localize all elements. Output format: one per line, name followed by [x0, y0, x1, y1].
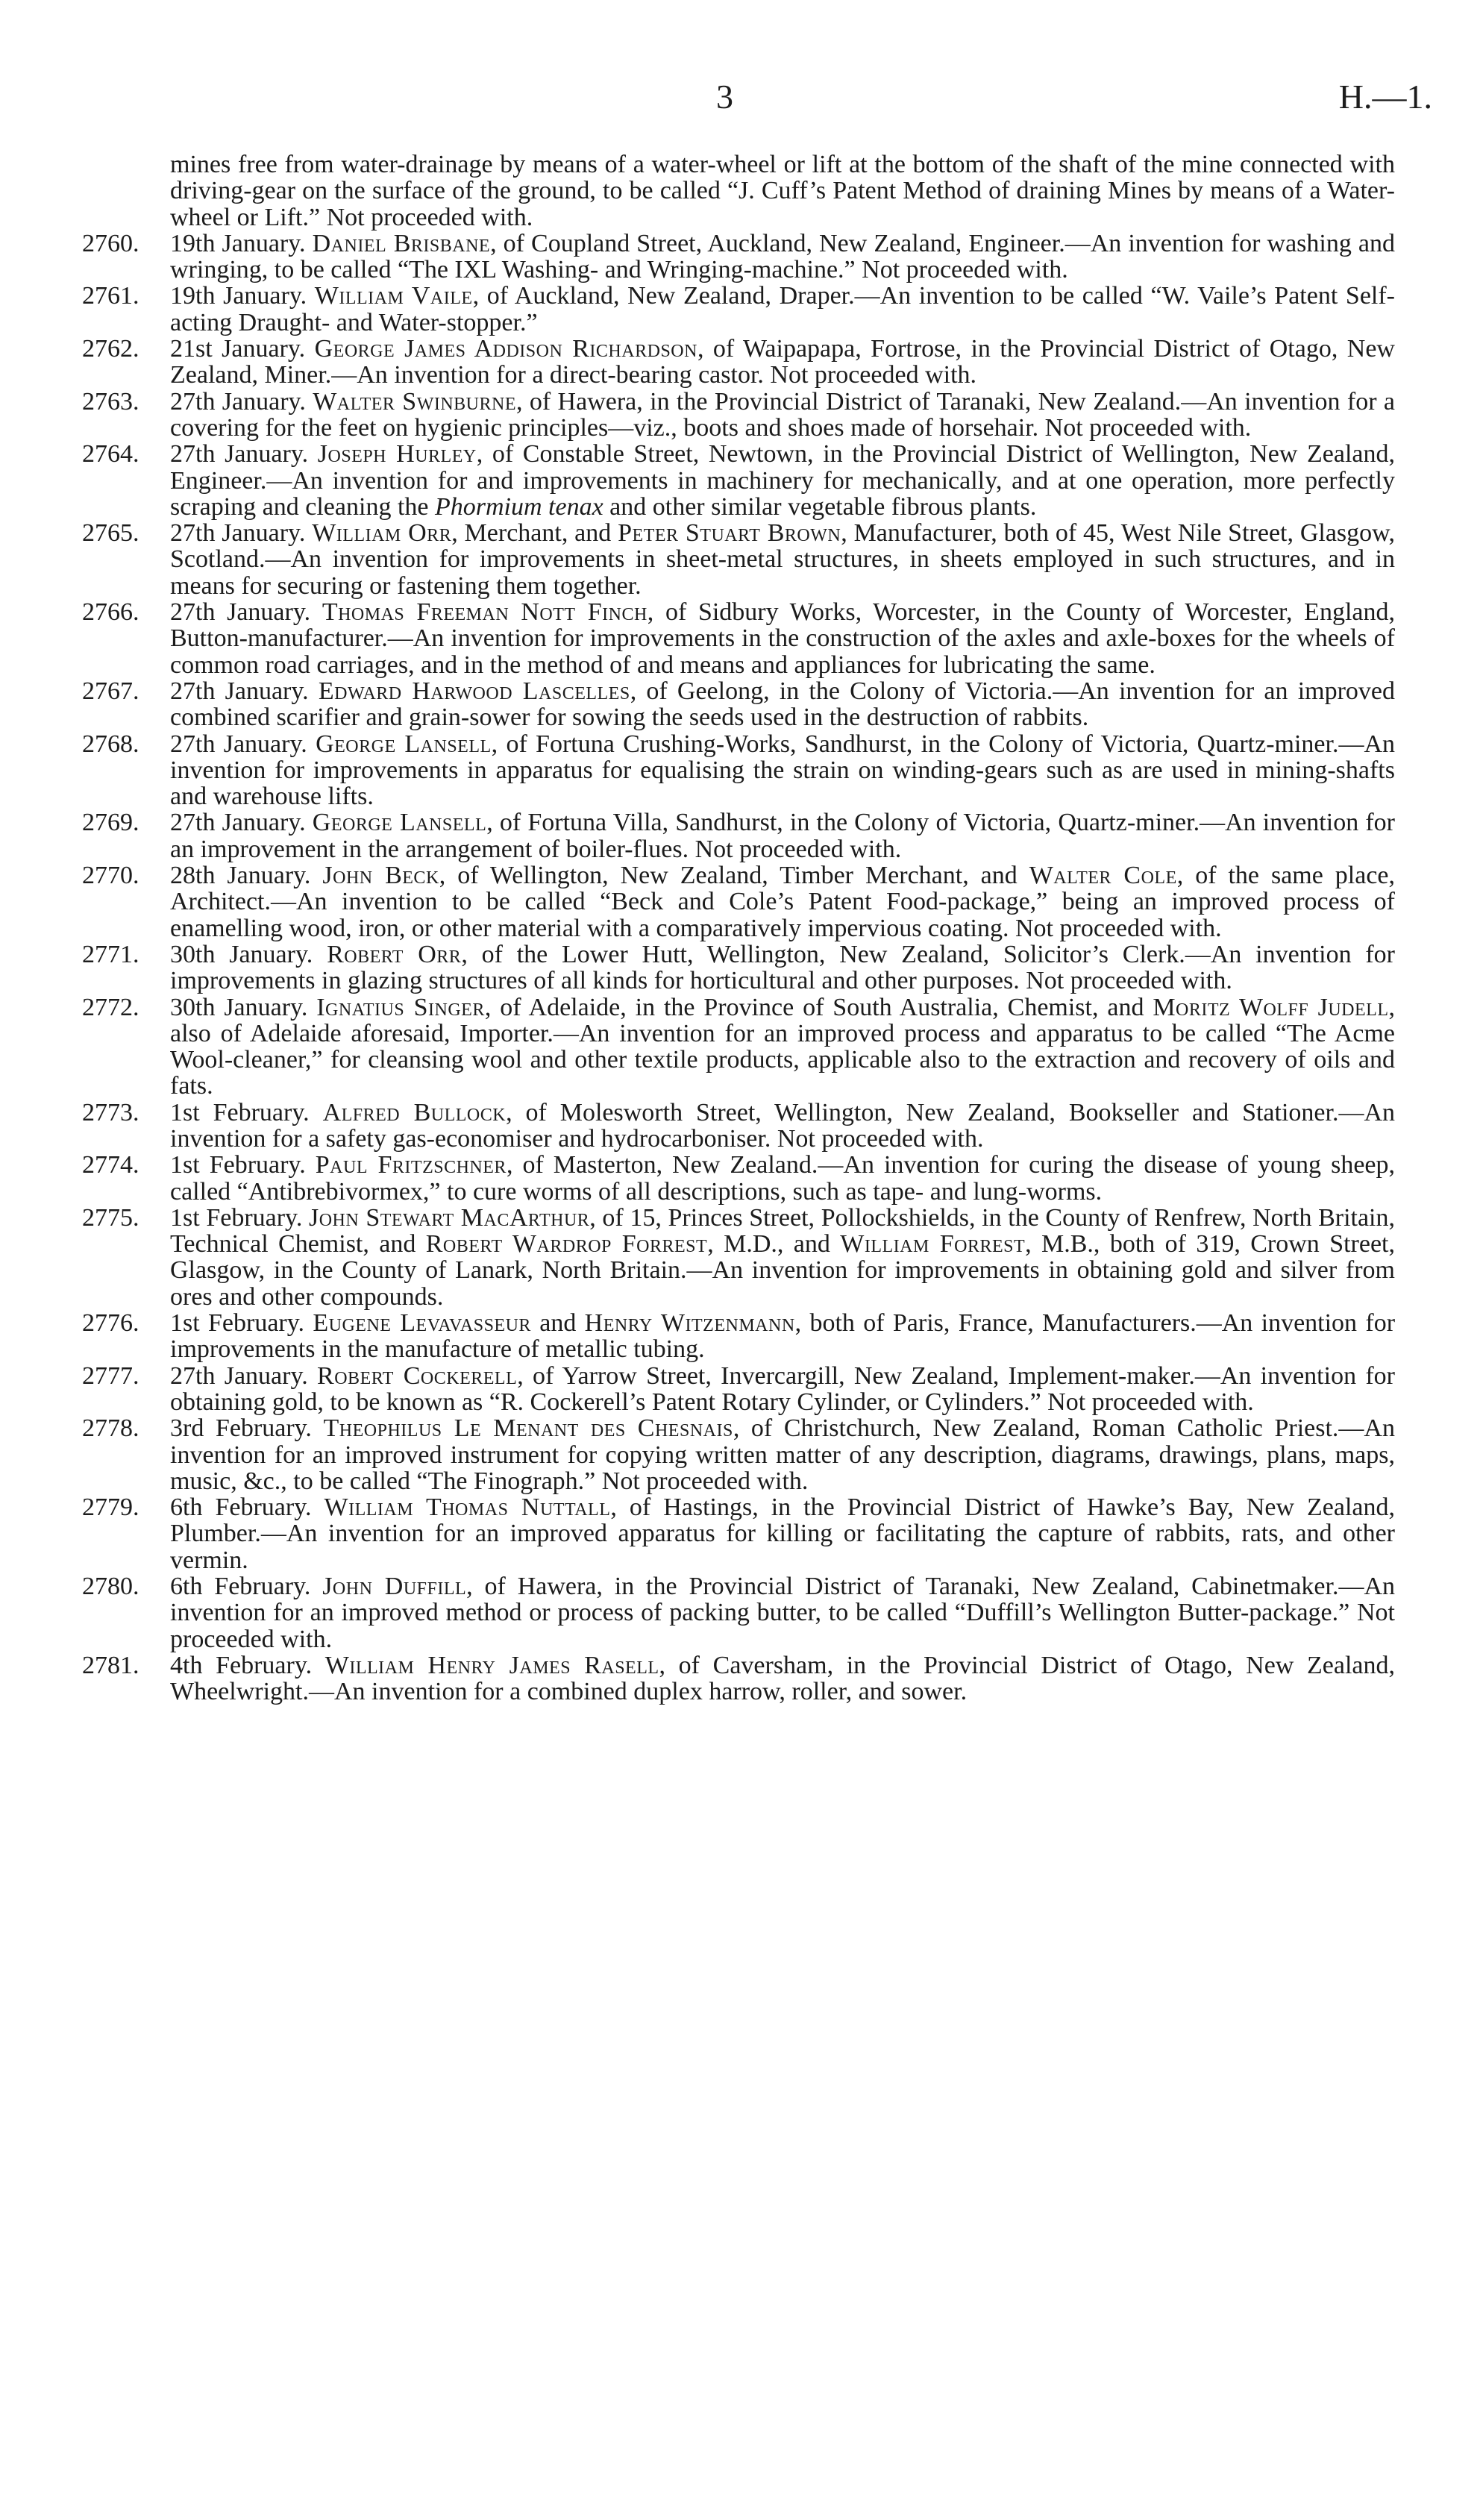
- applicant-name: John Stewart MacArthur: [308, 1203, 590, 1232]
- entry-date: 19th January.: [170, 229, 306, 257]
- entry-description: , of Constable Street, Newtown, in the Provincial District of Wellington, New Zealand, Engineer.—An invention for and improvements in machinery for mechanically, and at one operation, more perfectly scraping and cleaning the: [170, 440, 1396, 521]
- entry-number: 2760.: [82, 229, 139, 257]
- patent-entry: [82, 1100, 1395, 1153]
- entry-number: 2779.: [82, 1493, 139, 1522]
- entry-description: , of 15, Princes Street, Pollockshields, in the County of Renfrew, North Britain, Technical Chemist, and: [170, 1203, 1396, 1259]
- patent-entry: [82, 994, 1395, 1100]
- continued-entry-text: mines free from water-drainage by means of a water-wheel or lift at the bottom of the shaft of the mine connected with driving-gear on the surface of the ground, to be called “J. Cuff’s Patent Method of draining Mines by means of a Water-wheel or Lift.” Not proceeded with.: [170, 151, 1395, 231]
- applicant-name: Joseph Hurley: [317, 440, 477, 468]
- patent-entry: [82, 599, 1395, 678]
- species-name: Phormium tenax: [434, 492, 603, 521]
- entry-number: 2763.: [82, 387, 139, 416]
- patent-entry: [82, 1573, 1395, 1652]
- entry-date: 3rd February.: [170, 1414, 312, 1443]
- entry-number: 2768.: [82, 730, 139, 758]
- patent-entry: [82, 1494, 1395, 1573]
- entry-description: , Manufacturer, both of 45, West Nile Street, Glasgow, Scotland.—An invention for improvements in sheet-metal structures, in sheets employed in such structures, and in means for securing or fastening them together.: [170, 519, 1396, 600]
- entry-date: 27th January.: [170, 519, 306, 548]
- entry-date: 27th January.: [170, 677, 309, 705]
- entry-description: , of Yarrow Street, Invercargill, New Zealand, Implement-maker.—An invention for obtaining gold, to be known as “R. Cockerell’s Patent Rotary Cylinder, or Cylinders.” Not proceeded with.: [170, 1361, 1395, 1416]
- entry-number: 2765.: [82, 519, 139, 548]
- entry-date: 19th January.: [170, 282, 307, 310]
- entry-description: , M.D., and: [707, 1230, 841, 1259]
- entry-date: 1st February.: [170, 1151, 306, 1179]
- entry-number: 2766.: [82, 598, 139, 627]
- applicant-name: Moritz Wolff Judell: [1153, 993, 1389, 1021]
- entry-number: 2769.: [82, 809, 139, 837]
- entry-description: , both of Paris, France, Manufacturers.—An invention for improvements in the manufacture of metallic tubing.: [170, 1309, 1396, 1364]
- applicant-name: John Beck: [322, 862, 439, 890]
- applicant-name: Henry Witzenmann: [584, 1309, 795, 1338]
- patent-entry: [82, 1363, 1395, 1416]
- patent-entry: [82, 678, 1395, 731]
- applicant-name: Robert Wardrop Forrest: [425, 1230, 708, 1259]
- patent-entry: [82, 731, 1395, 810]
- entry-description: , of Auckland, New Zealand, Draper.—An invention to be called “W. Vaile’s Patent Self-acting Draught- and Water-stopper.”: [170, 282, 1396, 336]
- entry-date: 27th January.: [170, 440, 309, 468]
- entry-number: 2776.: [82, 1309, 139, 1338]
- applicant-name: William Henry James Rasell: [324, 1651, 659, 1679]
- applicant-name: Eugene Levavasseur: [313, 1309, 531, 1338]
- patent-entry: [82, 1152, 1395, 1205]
- entry-number: 2764.: [82, 440, 139, 468]
- applicant-name: Alfred Bullock: [322, 1098, 507, 1126]
- patent-entry: [82, 1310, 1395, 1363]
- patent-list: [82, 151, 1395, 1705]
- patent-entry: [82, 389, 1395, 442]
- patent-entry: [82, 809, 1395, 862]
- entry-date: 27th January.: [170, 387, 306, 416]
- entry-description: , of Wellington, New Zealand, Timber Merchant, and: [439, 862, 1029, 890]
- entry-description: , Merchant, and: [451, 519, 618, 548]
- entry-date: 1st February.: [170, 1098, 310, 1126]
- applicant-name: George Lansell: [312, 809, 487, 837]
- entry-date: 4th February.: [170, 1651, 313, 1679]
- applicant-name: George James Addison Richardson: [314, 335, 697, 363]
- entry-date: 6th February.: [170, 1573, 311, 1601]
- entry-description: , of Coupland Street, Auckland, New Zealand, Engineer.—An invention for washing and wringing, to be called “The IXL Washing- and Wringing-machine.” Not proceeded with.: [170, 229, 1396, 284]
- entry-description: and other similar vegetable fibrous plants.: [603, 492, 1037, 521]
- entry-description: , of Hawera, in the Provincial District of Taranaki, New Zealand.—An invention for a covering for the feet on hygienic principles—viz., boots and shoes made of horsehair. Not proceeded with.: [170, 387, 1396, 442]
- entry-number: 2773.: [82, 1098, 139, 1126]
- entry-date: 30th January.: [170, 940, 313, 968]
- entry-date: 27th January.: [170, 809, 306, 837]
- patent-entry: [82, 1652, 1395, 1705]
- applicant-name: Paul Fritzschner: [315, 1151, 507, 1179]
- entry-number: 2762.: [82, 335, 139, 363]
- entry-description: , of the Lower Hutt, Wellington, New Zealand, Solicitor’s Clerk.—An invention for improvements in glazing structures of all kinds for horticultural and other purposes. Not proceeded with.: [170, 940, 1396, 995]
- applicant-name: Theophilus Le Menant des Chesnais: [323, 1414, 733, 1443]
- applicant-name: Walter Swinburne: [313, 387, 517, 416]
- applicant-name: Peter Stuart Brown: [618, 519, 841, 548]
- applicant-name: Walter Cole: [1029, 862, 1177, 890]
- entry-description: , of Molesworth Street, Wellington, New Zealand, Bookseller and Stationer.—An invention for a safety gas-economiser and hydrocarboniser. Not proceeded with.: [170, 1098, 1396, 1153]
- entry-number: 2780.: [82, 1573, 139, 1601]
- applicant-name: Thomas Freeman Nott Finch: [322, 598, 648, 627]
- entry-number: 2771.: [82, 940, 139, 968]
- entry-description: , also of Adelaide aforesaid, Importer.—An invention for an improved process and apparatus to be called “The Acme Wool-cleaner,” for cleansing wool and other textile products, applicable also to the extraction and recovery of oils and fats.: [170, 993, 1395, 1100]
- entry-number: 2761.: [82, 282, 139, 310]
- entry-description: , of Fortuna Crushing-Works, Sandhurst, in the Colony of Victoria, Quartz-miner.—An invention for improvements in apparatus for equalising the strain on winding-gears such as are used in mining-shafts and warehouse lifts.: [170, 730, 1395, 811]
- applicant-name: William Orr: [312, 519, 452, 548]
- entry-description: , of Waipapapa, Fortrose, in the Provincial District of Otago, New Zealand, Miner.—An invention for a direct-bearing castor. Not proceeded with.: [170, 335, 1395, 389]
- entry-date: 27th January.: [170, 730, 307, 758]
- applicant-name: Edward Harwood Lascelles: [318, 677, 630, 705]
- applicant-name: Robert Orr: [327, 940, 462, 968]
- entry-description: , of Hastings, in the Provincial District of Hawke’s Bay, New Zealand, Plumber.—An invention for an improved apparatus for killing or facilitating the capture of rabbits, rats, and other vermin.: [170, 1493, 1396, 1574]
- patent-entry: [82, 1415, 1395, 1494]
- patent-entry: [82, 441, 1395, 520]
- entry-date: 27th January.: [170, 598, 311, 627]
- entry-number: 2770.: [82, 862, 139, 890]
- applicant-name: Daniel Brisbane: [312, 229, 491, 257]
- entry-description: , of the same place, Architect.—An invention to be called “Beck and Cole’s Patent Food-package,” being an improved process of enamelling wood, iron, or other material with a comparatively impervious coating. Not proceeded with.: [170, 862, 1396, 942]
- entry-description: , of Adelaide, in the Province of South Australia, Chemist, and: [484, 993, 1153, 1021]
- entry-description: , of Geelong, in the Colony of Victoria.—An invention for an improved combined scarifier and grain-sower for sowing the seeds used in the destruction of rabbits.: [170, 677, 1395, 732]
- page-number: 3: [716, 78, 733, 116]
- entry-description: , of Christchurch, New Zealand, Roman Catholic Priest.—An invention for an improved instrument for copying written matter of any description, diagrams, drawings, plans, maps, music, &c., to be called “The Finograph.” Not proceeded with.: [170, 1414, 1395, 1495]
- entry-number: 2767.: [82, 677, 139, 705]
- entry-number: 2778.: [82, 1414, 139, 1443]
- entry-number: 2777.: [82, 1361, 139, 1390]
- patent-entry: [82, 283, 1395, 336]
- applicant-name: William Thomas Nuttall: [324, 1493, 611, 1522]
- entry-description: , of Fortuna Villa, Sandhurst, in the Colony of Victoria, Quartz-miner.—An invention for an improvement in the arrangement of boiler-flues. Not proceeded with.: [170, 809, 1395, 863]
- patent-entry: [82, 520, 1395, 599]
- entry-number: 2774.: [82, 1151, 139, 1179]
- entry-description: , of Hawera, in the Provincial District of Taranaki, New Zealand, Cabinetmaker.—An invention for an improved method or process of packing butter, to be called “Duffill’s Wellington Butter-package.” Not proceeded with.: [170, 1573, 1396, 1653]
- entry-description: , of Masterton, New Zealand.—An invention for curing the disease of young sheep, called “Antibrebivormex,” to cure worms of all descriptions, such as tape- and lung-worms.: [170, 1151, 1395, 1206]
- entry-date: 21st January.: [170, 335, 306, 363]
- entry-description: , M.B., both of 319, Crown Street, Glasgow, in the County of Lanark, North Britain.—An invention for improvements in obtaining gold and silver from ores and other compounds.: [170, 1230, 1395, 1311]
- applicant-name: William Forrest: [840, 1230, 1026, 1259]
- entry-date: 1st February.: [170, 1203, 303, 1232]
- patent-entry: [82, 1205, 1395, 1310]
- applicant-name: William Vaile: [314, 282, 473, 310]
- entry-date: 6th February.: [170, 1493, 312, 1522]
- entry-description: and: [530, 1309, 585, 1338]
- patent-entry: [82, 231, 1395, 283]
- applicant-name: Ignatius Singer: [316, 993, 485, 1021]
- entry-number: 2775.: [82, 1203, 139, 1232]
- entry-date: 27th January.: [170, 1361, 308, 1390]
- patent-entries: [82, 231, 1395, 1705]
- applicant-name: George Lansell: [316, 730, 492, 758]
- entry-date: 30th January.: [170, 993, 308, 1021]
- series-reference: H.—1.: [1338, 78, 1432, 116]
- applicant-name: John Duffill: [322, 1573, 467, 1601]
- entry-description: , of Sidbury Works, Worcester, in the County of Worcester, England, Button-manufacturer.—An invention for improvements in the construction of the axles and axle-boxes for the wheels of common road carriages, and in the method of and means and appliances for lubricating the same.: [170, 598, 1395, 679]
- entry-number: 2781.: [82, 1651, 139, 1679]
- entry-number: 2772.: [82, 993, 139, 1021]
- entry-date: 1st February.: [170, 1309, 305, 1338]
- page-header: [0, 75, 1480, 119]
- patent-entry: [82, 862, 1395, 941]
- patent-entry: [82, 336, 1395, 389]
- entry-description: , of Caversham, in the Provincial District of Otago, New Zealand, Wheelwright.—An invention for a combined duplex harrow, roller, and sower.: [170, 1651, 1395, 1706]
- applicant-name: Robert Cockerell: [317, 1361, 518, 1390]
- patent-entry: [82, 941, 1395, 994]
- entry-date: 28th January.: [170, 862, 311, 890]
